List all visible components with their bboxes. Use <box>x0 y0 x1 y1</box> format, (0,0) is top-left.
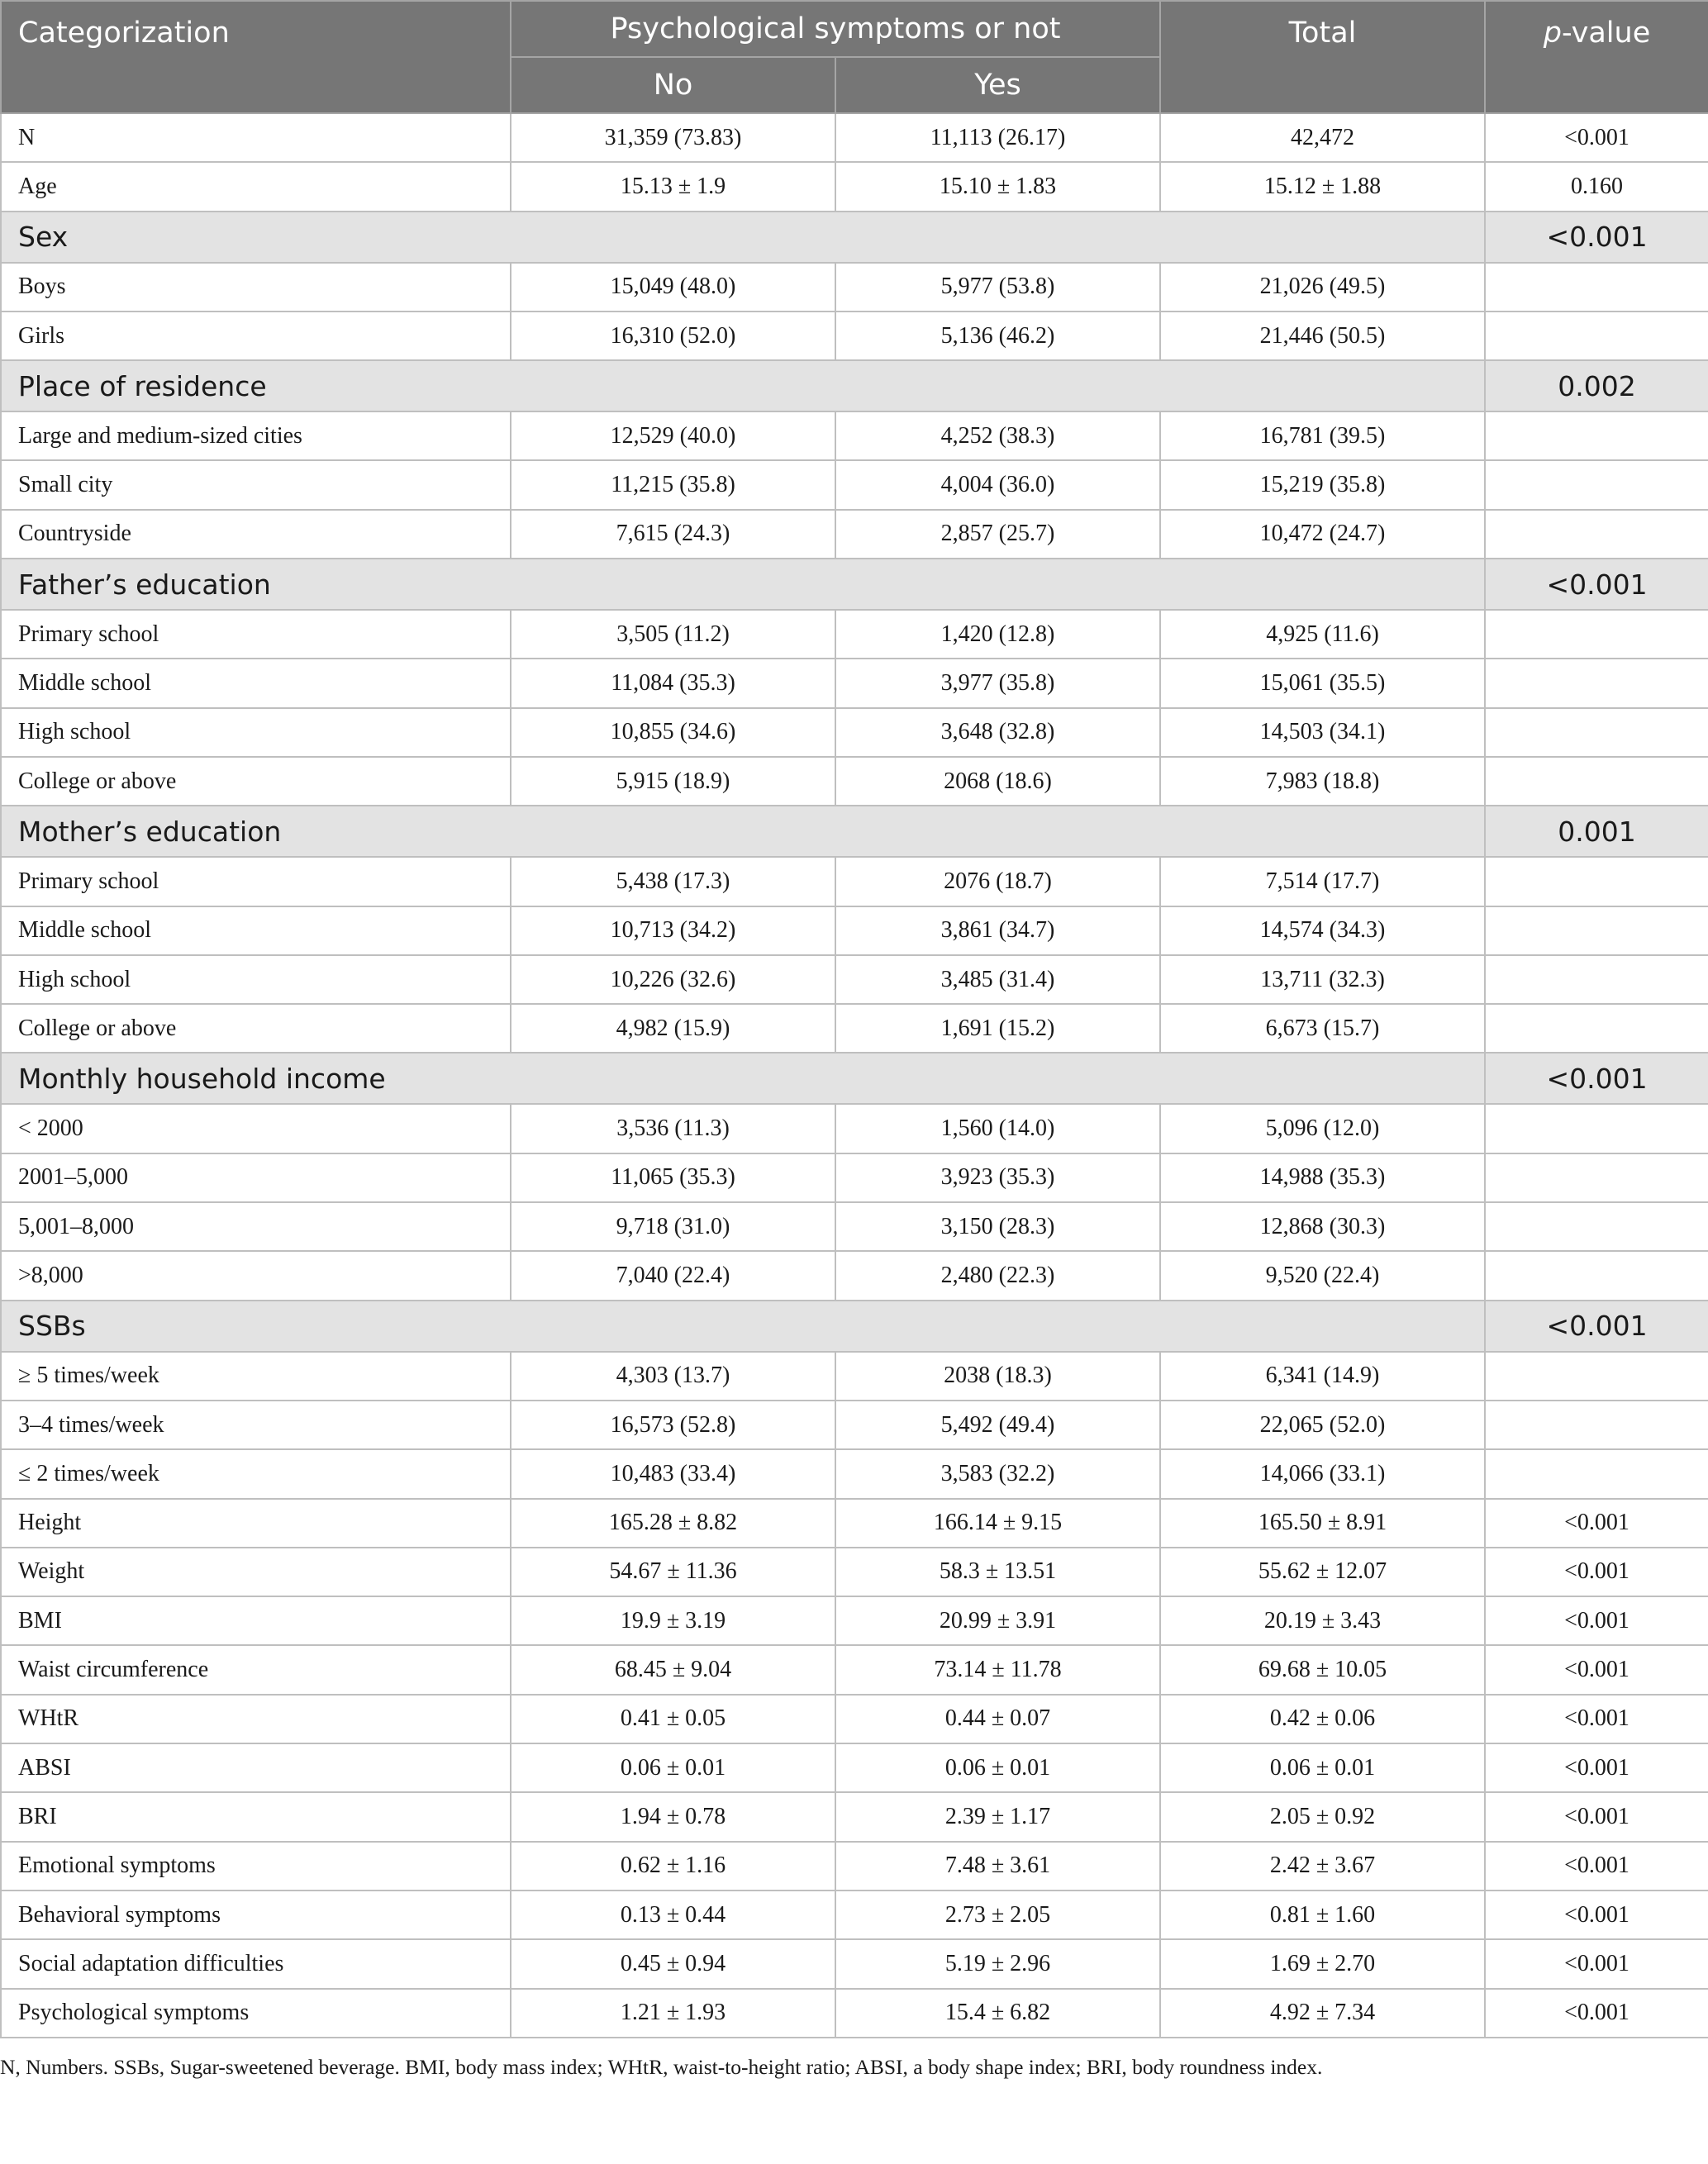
cell-p-value <box>1485 263 1708 312</box>
cell-total: 21,446 (50.5) <box>1160 312 1485 360</box>
row-label: Weight <box>1 1548 511 1596</box>
row-label: >8,000 <box>1 1251 511 1300</box>
cell-p-value: <0.001 <box>1485 1499 1708 1548</box>
group-label: Sex <box>1 212 1485 263</box>
row-label: Behavioral symptoms <box>1 1891 511 1939</box>
table-row <box>1 659 1708 707</box>
cell-yes: 1,560 (14.0) <box>835 1104 1160 1153</box>
cell-p-value <box>1485 857 1708 906</box>
row-label: Middle school <box>1 659 511 707</box>
group-p-value: <0.001 <box>1485 559 1708 610</box>
row-label: Countryside <box>1 510 511 559</box>
table-row <box>1 1352 1708 1401</box>
cell-yes: 2,857 (25.7) <box>835 510 1160 559</box>
group-p-value: <0.001 <box>1485 212 1708 263</box>
table-row <box>1 1004 1708 1053</box>
cell-total: 7,514 (17.7) <box>1160 857 1485 906</box>
cell-p-value <box>1485 659 1708 707</box>
group-label: Monthly household income <box>1 1053 1485 1104</box>
cell-yes: 1,420 (12.8) <box>835 610 1160 659</box>
cell-yes: 58.3 ± 13.51 <box>835 1548 1160 1596</box>
table-row <box>1 1743 1708 1792</box>
table-row <box>1 1104 1708 1153</box>
row-label: BRI <box>1 1792 511 1841</box>
table-row <box>1 312 1708 360</box>
table-row <box>1 1939 1708 1988</box>
cell-yes: 2.73 ± 2.05 <box>835 1891 1160 1939</box>
table-row <box>1 1202 1708 1251</box>
cell-p-value <box>1485 1202 1708 1251</box>
cell-p-value: 0.160 <box>1485 162 1708 211</box>
cell-p-value: <0.001 <box>1485 1548 1708 1596</box>
table-row <box>1 1251 1708 1300</box>
cell-p-value: <0.001 <box>1485 1695 1708 1743</box>
cell-no: 1.21 ± 1.93 <box>511 1989 835 2038</box>
header-p-value <box>1485 1 1708 113</box>
group-label: Mother’s education <box>1 806 1485 857</box>
cell-no: 0.41 ± 0.05 <box>511 1695 835 1743</box>
group-p-value: <0.001 <box>1485 1053 1708 1104</box>
cell-p-value <box>1485 1449 1708 1498</box>
row-label: Psychological symptoms <box>1 1989 511 2038</box>
cell-total: 42,472 <box>1160 113 1485 162</box>
cell-yes: 3,583 (32.2) <box>835 1449 1160 1498</box>
row-label: < 2000 <box>1 1104 511 1153</box>
table-row <box>1 1596 1708 1645</box>
cell-no: 10,226 (32.6) <box>511 955 835 1004</box>
cell-no: 5,438 (17.3) <box>511 857 835 906</box>
cell-no: 12,529 (40.0) <box>511 411 835 460</box>
row-label: Age <box>1 162 511 211</box>
cell-yes: 166.14 ± 9.15 <box>835 1499 1160 1548</box>
row-label: Large and medium-sized cities <box>1 411 511 460</box>
group-label: Place of residence <box>1 360 1485 411</box>
cell-no: 15,049 (48.0) <box>511 263 835 312</box>
cell-p-value <box>1485 1004 1708 1053</box>
header-categorization: Categorization <box>1 1 511 113</box>
cell-yes: 0.06 ± 0.01 <box>835 1743 1160 1792</box>
header-psych-group: Psychological symptoms or not <box>511 1 1160 57</box>
cell-no: 0.13 ± 0.44 <box>511 1891 835 1939</box>
group-p-value: <0.001 <box>1485 1301 1708 1352</box>
cell-p-value <box>1485 610 1708 659</box>
cell-yes: 5,136 (46.2) <box>835 312 1160 360</box>
cell-total: 20.19 ± 3.43 <box>1160 1596 1485 1645</box>
cell-no: 68.45 ± 9.04 <box>511 1645 835 1694</box>
cell-p-value: <0.001 <box>1485 1989 1708 2038</box>
cell-total: 55.62 ± 12.07 <box>1160 1548 1485 1596</box>
header-p-italic: p <box>1543 17 1562 50</box>
row-label: ABSI <box>1 1743 511 1792</box>
cell-no: 4,303 (13.7) <box>511 1352 835 1401</box>
table-row <box>1 411 1708 460</box>
table-row <box>1 757 1708 806</box>
cell-yes: 4,004 (36.0) <box>835 460 1160 509</box>
cell-p-value <box>1485 510 1708 559</box>
cell-no: 15.13 ± 1.9 <box>511 162 835 211</box>
table-header <box>1 1 1708 113</box>
cell-total: 15,061 (35.5) <box>1160 659 1485 707</box>
table-row <box>1 610 1708 659</box>
cell-p-value <box>1485 1153 1708 1202</box>
cell-total: 14,503 (34.1) <box>1160 708 1485 757</box>
row-label: N <box>1 113 511 162</box>
table-row <box>1 906 1708 955</box>
cell-yes: 15.10 ± 1.83 <box>835 162 1160 211</box>
cell-total: 165.50 ± 8.91 <box>1160 1499 1485 1548</box>
cell-yes: 1,691 (15.2) <box>835 1004 1160 1053</box>
cell-p-value: <0.001 <box>1485 1939 1708 1988</box>
table-row <box>1 857 1708 906</box>
cell-no: 0.06 ± 0.01 <box>511 1743 835 1792</box>
header-total: Total <box>1160 1 1485 113</box>
cell-no: 11,215 (35.8) <box>511 460 835 509</box>
cell-yes: 3,861 (34.7) <box>835 906 1160 955</box>
cell-no: 54.67 ± 11.36 <box>511 1548 835 1596</box>
cell-no: 4,982 (15.9) <box>511 1004 835 1053</box>
header-p-rest: -value <box>1561 17 1651 50</box>
cell-total: 4.92 ± 7.34 <box>1160 1989 1485 2038</box>
cell-yes: 3,485 (31.4) <box>835 955 1160 1004</box>
cell-p-value <box>1485 906 1708 955</box>
table-body <box>1 113 1708 2038</box>
table-row <box>1 1695 1708 1743</box>
cell-p-value: <0.001 <box>1485 1891 1708 1939</box>
cell-no: 11,065 (35.3) <box>511 1153 835 1202</box>
cell-total: 22,065 (52.0) <box>1160 1401 1485 1449</box>
cell-p-value <box>1485 1104 1708 1153</box>
row-label: Social adaptation difficulties <box>1 1939 511 1988</box>
table-row <box>1 1153 1708 1202</box>
group-label: SSBs <box>1 1301 1485 1352</box>
cell-no: 7,040 (22.4) <box>511 1251 835 1300</box>
cell-total: 16,781 (39.5) <box>1160 411 1485 460</box>
cell-total: 5,096 (12.0) <box>1160 1104 1485 1153</box>
table-row <box>1 1548 1708 1596</box>
cell-no: 31,359 (73.83) <box>511 113 835 162</box>
row-label: ≥ 5 times/week <box>1 1352 511 1401</box>
cell-p-value <box>1485 955 1708 1004</box>
cell-total: 0.42 ± 0.06 <box>1160 1695 1485 1743</box>
cell-p-value: <0.001 <box>1485 113 1708 162</box>
cell-yes: 3,150 (28.3) <box>835 1202 1160 1251</box>
table-row <box>1 162 1708 211</box>
row-label: 3–4 times/week <box>1 1401 511 1449</box>
table-row <box>1 1401 1708 1449</box>
cell-no: 9,718 (31.0) <box>511 1202 835 1251</box>
cell-total: 14,988 (35.3) <box>1160 1153 1485 1202</box>
cell-p-value <box>1485 1352 1708 1401</box>
row-label: BMI <box>1 1596 511 1645</box>
row-label: College or above <box>1 757 511 806</box>
cell-yes: 2,480 (22.3) <box>835 1251 1160 1300</box>
row-label: ≤ 2 times/week <box>1 1449 511 1498</box>
group-label: Father’s education <box>1 559 1485 610</box>
group-header-row <box>1 360 1708 411</box>
cell-yes: 7.48 ± 3.61 <box>835 1842 1160 1891</box>
cell-p-value: <0.001 <box>1485 1645 1708 1694</box>
group-p-value: 0.002 <box>1485 360 1708 411</box>
cell-p-value <box>1485 460 1708 509</box>
row-label: Middle school <box>1 906 511 955</box>
table-row <box>1 1989 1708 2038</box>
table-row <box>1 510 1708 559</box>
row-label: Boys <box>1 263 511 312</box>
cell-total: 14,574 (34.3) <box>1160 906 1485 955</box>
cell-yes: 5.19 ± 2.96 <box>835 1939 1160 1988</box>
table-row <box>1 955 1708 1004</box>
cell-total: 13,711 (32.3) <box>1160 955 1485 1004</box>
cell-p-value <box>1485 312 1708 360</box>
header-yes: Yes <box>835 57 1160 113</box>
row-label: Emotional symptoms <box>1 1842 511 1891</box>
table-row <box>1 113 1708 162</box>
cell-p-value: <0.001 <box>1485 1596 1708 1645</box>
cell-yes: 4,252 (38.3) <box>835 411 1160 460</box>
row-label: Girls <box>1 312 511 360</box>
cell-yes: 0.44 ± 0.07 <box>835 1695 1160 1743</box>
cell-total: 7,983 (18.8) <box>1160 757 1485 806</box>
cell-total: 14,066 (33.1) <box>1160 1449 1485 1498</box>
row-label: Primary school <box>1 857 511 906</box>
cell-p-value <box>1485 757 1708 806</box>
table-row <box>1 460 1708 509</box>
row-label: 2001–5,000 <box>1 1153 511 1202</box>
cell-no: 11,084 (35.3) <box>511 659 835 707</box>
cell-yes: 73.14 ± 11.78 <box>835 1645 1160 1694</box>
cell-yes: 5,977 (53.8) <box>835 263 1160 312</box>
table-row <box>1 263 1708 312</box>
cell-no: 3,505 (11.2) <box>511 610 835 659</box>
cell-no: 0.45 ± 0.94 <box>511 1939 835 1988</box>
cell-yes: 5,492 (49.4) <box>835 1401 1160 1449</box>
cell-p-value: <0.001 <box>1485 1743 1708 1792</box>
table-row <box>1 1645 1708 1694</box>
row-label: WHtR <box>1 1695 511 1743</box>
cell-yes: 20.99 ± 3.91 <box>835 1596 1160 1645</box>
cell-no: 10,855 (34.6) <box>511 708 835 757</box>
cell-no: 5,915 (18.9) <box>511 757 835 806</box>
table-row <box>1 1499 1708 1548</box>
cell-total: 21,026 (49.5) <box>1160 263 1485 312</box>
cell-total: 1.69 ± 2.70 <box>1160 1939 1485 1988</box>
cell-no: 7,615 (24.3) <box>511 510 835 559</box>
row-label: College or above <box>1 1004 511 1053</box>
cell-total: 15,219 (35.8) <box>1160 460 1485 509</box>
table-row <box>1 708 1708 757</box>
cell-yes: 3,923 (35.3) <box>835 1153 1160 1202</box>
row-label: Height <box>1 1499 511 1548</box>
cell-yes: 2.39 ± 1.17 <box>835 1792 1160 1841</box>
group-p-value: 0.001 <box>1485 806 1708 857</box>
row-label: Primary school <box>1 610 511 659</box>
cell-no: 3,536 (11.3) <box>511 1104 835 1153</box>
cell-total: 2.05 ± 0.92 <box>1160 1792 1485 1841</box>
table-row <box>1 1842 1708 1891</box>
cell-no: 16,573 (52.8) <box>511 1401 835 1449</box>
cell-total: 0.06 ± 0.01 <box>1160 1743 1485 1792</box>
cell-total: 12,868 (30.3) <box>1160 1202 1485 1251</box>
row-label: 5,001–8,000 <box>1 1202 511 1251</box>
cell-yes: 11,113 (26.17) <box>835 113 1160 162</box>
cell-total: 2.42 ± 3.67 <box>1160 1842 1485 1891</box>
cell-no: 1.94 ± 0.78 <box>511 1792 835 1841</box>
cell-yes: 2076 (18.7) <box>835 857 1160 906</box>
table-row <box>1 1449 1708 1498</box>
cell-p-value: <0.001 <box>1485 1792 1708 1841</box>
cell-yes: 2038 (18.3) <box>835 1352 1160 1401</box>
cell-p-value <box>1485 708 1708 757</box>
cell-total: 6,341 (14.9) <box>1160 1352 1485 1401</box>
cell-no: 10,713 (34.2) <box>511 906 835 955</box>
group-header-row <box>1 1301 1708 1352</box>
cell-no: 19.9 ± 3.19 <box>511 1596 835 1645</box>
cell-total: 10,472 (24.7) <box>1160 510 1485 559</box>
table-footnote: N, Numbers. SSBs, Sugar-sweetened beverage. BMI, body mass index; WHtR, waist-to-height ratio; ABSI, a body shape index; BRI, body roundness index. <box>0 2054 1323 2079</box>
cell-yes: 2068 (18.6) <box>835 757 1160 806</box>
cell-yes: 3,648 (32.8) <box>835 708 1160 757</box>
cell-yes: 3,977 (35.8) <box>835 659 1160 707</box>
row-label: High school <box>1 955 511 1004</box>
cell-no: 10,483 (33.4) <box>511 1449 835 1498</box>
cell-p-value <box>1485 411 1708 460</box>
cell-total: 69.68 ± 10.05 <box>1160 1645 1485 1694</box>
cell-p-value <box>1485 1401 1708 1449</box>
cell-no: 0.62 ± 1.16 <box>511 1842 835 1891</box>
cell-yes: 15.4 ± 6.82 <box>835 1989 1160 2038</box>
row-label: Small city <box>1 460 511 509</box>
cell-total: 15.12 ± 1.88 <box>1160 162 1485 211</box>
cell-no: 165.28 ± 8.82 <box>511 1499 835 1548</box>
cell-total: 4,925 (11.6) <box>1160 610 1485 659</box>
group-header-row <box>1 559 1708 610</box>
cell-total: 6,673 (15.7) <box>1160 1004 1485 1053</box>
group-header-row <box>1 212 1708 263</box>
header-no: No <box>511 57 835 113</box>
group-header-row <box>1 806 1708 857</box>
cell-total: 9,520 (22.4) <box>1160 1251 1485 1300</box>
row-label: High school <box>1 708 511 757</box>
table-row <box>1 1891 1708 1939</box>
cell-p-value: <0.001 <box>1485 1842 1708 1891</box>
cell-p-value <box>1485 1251 1708 1300</box>
cell-no: 16,310 (52.0) <box>511 312 835 360</box>
row-label: Waist circumference <box>1 1645 511 1694</box>
table-row <box>1 1792 1708 1841</box>
group-header-row <box>1 1053 1708 1104</box>
cell-total: 0.81 ± 1.60 <box>1160 1891 1485 1939</box>
